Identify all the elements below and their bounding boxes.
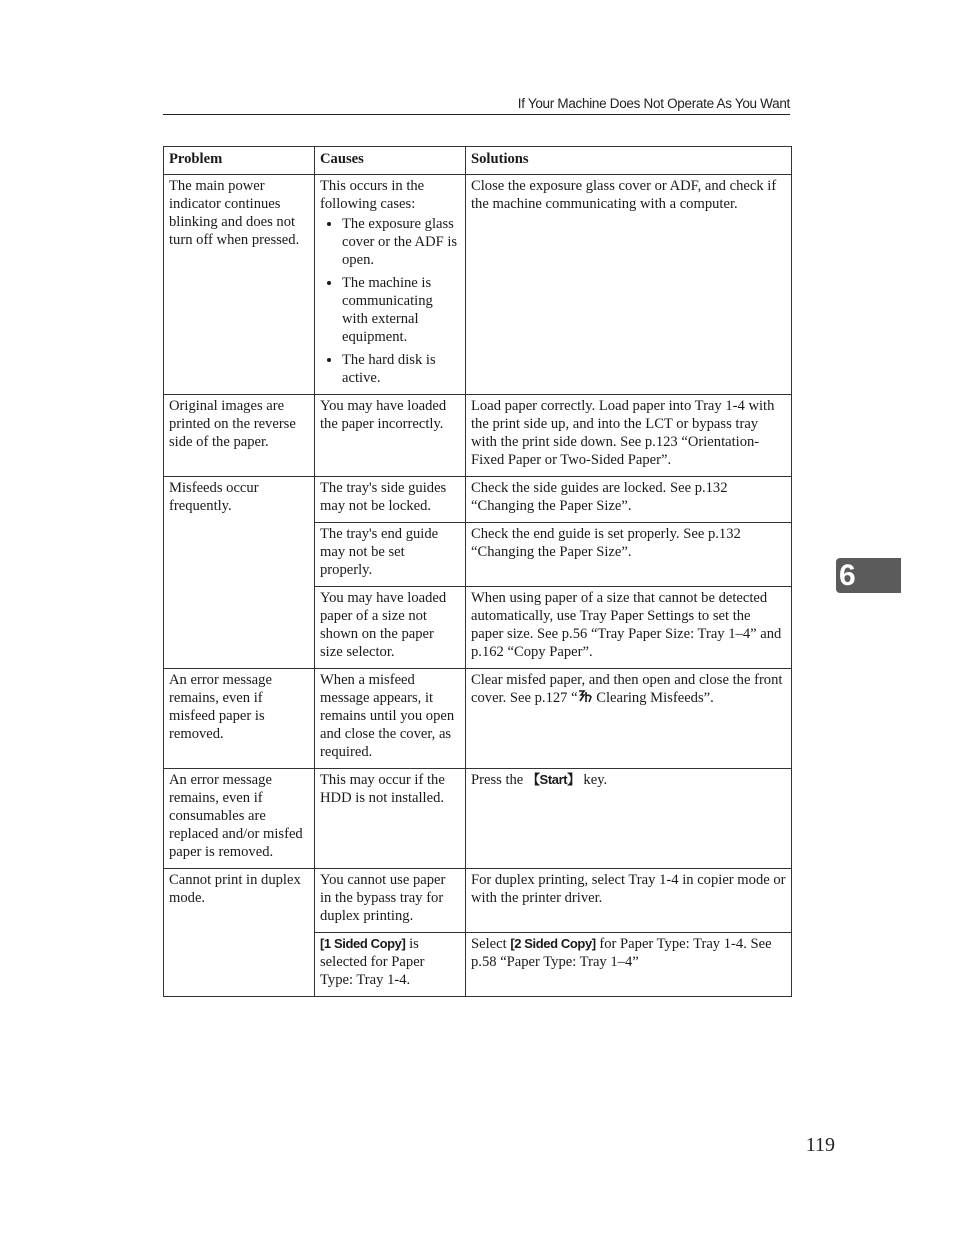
solution-cell [466,933,792,997]
solution-cell: Load paper correctly. Load paper into Tray 1-4 with the print side up, and into the LCT or bypass tray with the print side down. See p.123 “Orientation-Fixed Paper or Two-Sided Paper”. [466,395,792,477]
solution-suffix: key. [579,772,608,788]
page-number: 119 [805,1134,835,1156]
problem-cell: An error message remains, even if misfeed paper is removed. [164,669,315,769]
header-causes: Causes [315,147,466,175]
solution-suffix: Clearing Misfeeds”. [592,690,714,706]
problem-cell: Cannot print in duplex mode. [164,869,315,997]
two-sided-copy-key-label: [2 Sided Copy] [510,936,596,951]
table-row [164,395,792,477]
one-sided-copy-key-label: [1 Sided Copy] [320,936,406,951]
solution-cell: For duplex printing, select Tray 1-4 in copier mode or with the printer driver. [466,869,792,933]
cause-cell [315,933,466,997]
cause-cell: You cannot use paper in the bypass tray for duplex printing. [315,869,466,933]
solution-cell [466,769,792,869]
list-item: • The exposure glass cover or the ADF is open. [342,215,460,269]
cause-cell: You may have loaded the paper incorrectly. [315,395,466,477]
start-key-label: 【Start】 [526,772,580,787]
running-header-title: If Your Machine Does Not Operate As You Want [517,96,790,111]
cause-intro: This occurs in the following cases: [320,178,425,212]
cause-cell: When a misfeed message appears, it remains until you open and close the cover, as required. [315,669,466,769]
list-item: • The machine is communicating with external equipment. [342,274,460,346]
table-header-row [164,147,792,175]
header-problem: Problem [164,147,315,175]
solution-suffix: for Paper Type: Tray 1-4. See p.58 “Paper Type: Tray 1–4” [471,936,772,970]
misfeed-icon [578,689,593,709]
table-row [164,769,792,869]
table-row [164,669,792,769]
chapter-number: 6 [839,559,856,592]
problem-cell: Misfeeds occur frequently. [164,477,315,669]
cause-list [320,215,460,387]
cause-suffix: is selected for Paper Type: Tray 1-4. [320,936,425,988]
problem-cell: An error message remains, even if consumables are replaced and/or misfed paper is removed. [164,769,315,869]
running-header [163,96,790,115]
solution-cell: Check the side guides are locked. See p.132 “Changing the Paper Size”. [466,477,792,523]
solution-prefix: Clear misfed paper, and then open and close the front cover. See p.127 “ [471,672,783,706]
problem-cell: The main power indicator continues blinking and does not turn off when pressed. [164,175,315,395]
solution-prefix: Press the [471,772,527,788]
cause-cell: The tray's side guides may not be locked. [315,477,466,523]
list-item: • The hard disk is active. [342,351,460,387]
solution-prefix: Select [471,936,511,952]
troubleshooting-table [163,146,792,997]
cause-cell [315,175,466,395]
solution-cell: Close the exposure glass cover or ADF, and check if the machine communicating with a computer. [466,175,792,395]
table-row [164,175,792,395]
solution-cell [466,669,792,769]
solution-cell: When using paper of a size that cannot be detected automatically, use Tray Paper Settings to set the paper size. See p.56 “Tray Paper Size: Tray 1–4” and p.162 “Copy Paper”. [466,587,792,669]
chapter-tab [836,558,901,593]
table-row [164,869,792,933]
solution-cell: Check the end guide is set properly. See p.132 “Changing the Paper Size”. [466,523,792,587]
cause-cell: This may occur if the HDD is not installed. [315,769,466,869]
cause-cell: The tray's end guide may not be set properly. [315,523,466,587]
header-solutions: Solutions [466,147,792,175]
problem-cell: Original images are printed on the reverse side of the paper. [164,395,315,477]
cause-cell: You may have loaded paper of a size not shown on the paper size selector. [315,587,466,669]
table-row [164,477,792,523]
